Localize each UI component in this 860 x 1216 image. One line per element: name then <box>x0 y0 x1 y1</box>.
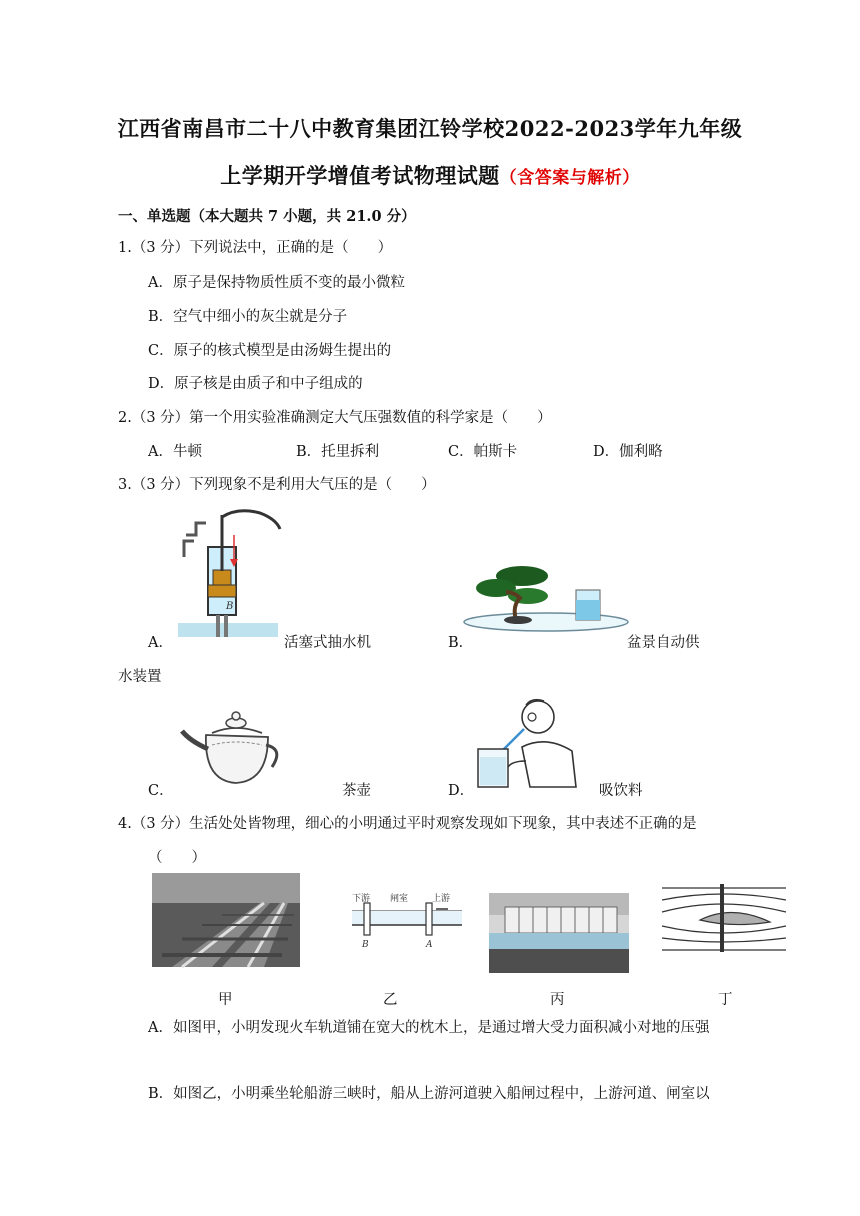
q3-option-b-label-continued: 水装置 <box>118 669 162 685</box>
q3-option-c-prefix: C． <box>148 783 174 799</box>
lock-label-up: 上游 <box>432 894 451 904</box>
airfoil-figure <box>662 882 792 958</box>
q2-option-c: C．帕斯卡 <box>448 444 518 460</box>
q3-option-c-label: 茶壶 <box>342 783 371 799</box>
fig-label-bing: 丙 <box>550 992 565 1008</box>
section-heading: 一、单选题（本大题共 7 小题，共 21.0 分） <box>118 208 416 225</box>
lock-label-down: 下游 <box>352 894 371 904</box>
q4-option-b: B．如图乙，小明乘坐轮船游三峡时，船从上游河道驶入船闸过程中，上游河道、闸室以 <box>148 1086 710 1102</box>
q3-option-a-label: 活塞式抽水机 <box>284 635 371 651</box>
ship-lock-figure <box>352 893 462 949</box>
q1-stem: 1.（3 分）下列说法中，正确的是（ ） <box>118 240 393 256</box>
title-main: 上学期开学增值考试物理试题 <box>220 163 500 188</box>
q1-option-b: B．空气中细小的灰尘就是分子 <box>148 309 348 325</box>
title-line-2 <box>0 160 860 190</box>
q2-option-d: D．伽利略 <box>593 444 663 460</box>
title-line-1: 江西省南昌市二十八中教育集团江铃学校2022-2023学年九年级 <box>117 116 743 141</box>
q4-stem-continued: （ ） <box>148 850 206 866</box>
teapot-figure <box>176 705 282 787</box>
piston-pump-figure <box>176 505 286 645</box>
q1-option-c: C．原子的核式模型是由汤姆生提出的 <box>148 343 392 359</box>
q4-stem: 4.（3 分）生活处处皆物理，细心的小明通过平时观察发现如下现象，其中表述不正确的是 <box>118 816 697 832</box>
lock-label-a: A <box>426 940 433 950</box>
lock-label-b: B <box>362 940 369 950</box>
bonsai-water-supply-figure <box>462 562 630 640</box>
fig-label-ding: 丁 <box>718 992 733 1008</box>
fig-label-jia: 甲 <box>218 992 233 1008</box>
railway-track-figure <box>152 873 300 967</box>
q2-stem: 2.（3 分）第一个用实验准确测定大气压强数值的科学家是（ ） <box>118 410 552 426</box>
q3-option-d-label: 吸饮料 <box>599 783 643 799</box>
drinking-straw-figure <box>472 695 584 791</box>
q3-option-b-label: 盆景自动供 <box>627 635 700 651</box>
q1-option-a: A．原子是保持物质性质不变的最小微粒 <box>148 275 405 291</box>
pump-valve-letter: B <box>226 601 234 612</box>
title-note: （含答案与解析） <box>499 168 640 188</box>
q3-option-b-prefix: B． <box>448 635 474 651</box>
q4-option-a: A．如图甲，小明发现火车轨道铺在宽大的枕木上，是通过增大受力面积减小对地的压强 <box>148 1020 710 1036</box>
q1-option-d: D．原子核是由质子和中子组成的 <box>148 376 363 392</box>
lock-label-chamber: 闸室 <box>390 894 409 904</box>
q3-option-a-prefix: A． <box>148 635 173 651</box>
q2-option-b: B．托里拆利 <box>296 444 380 460</box>
fig-label-yi: 乙 <box>383 992 398 1008</box>
dam-figure <box>489 893 629 973</box>
q2-option-a: A．牛顿 <box>148 444 202 460</box>
q3-stem: 3.（3 分）下列现象不是利用大气压的是（ ） <box>118 477 436 493</box>
q3-option-d-prefix: D． <box>448 783 475 799</box>
